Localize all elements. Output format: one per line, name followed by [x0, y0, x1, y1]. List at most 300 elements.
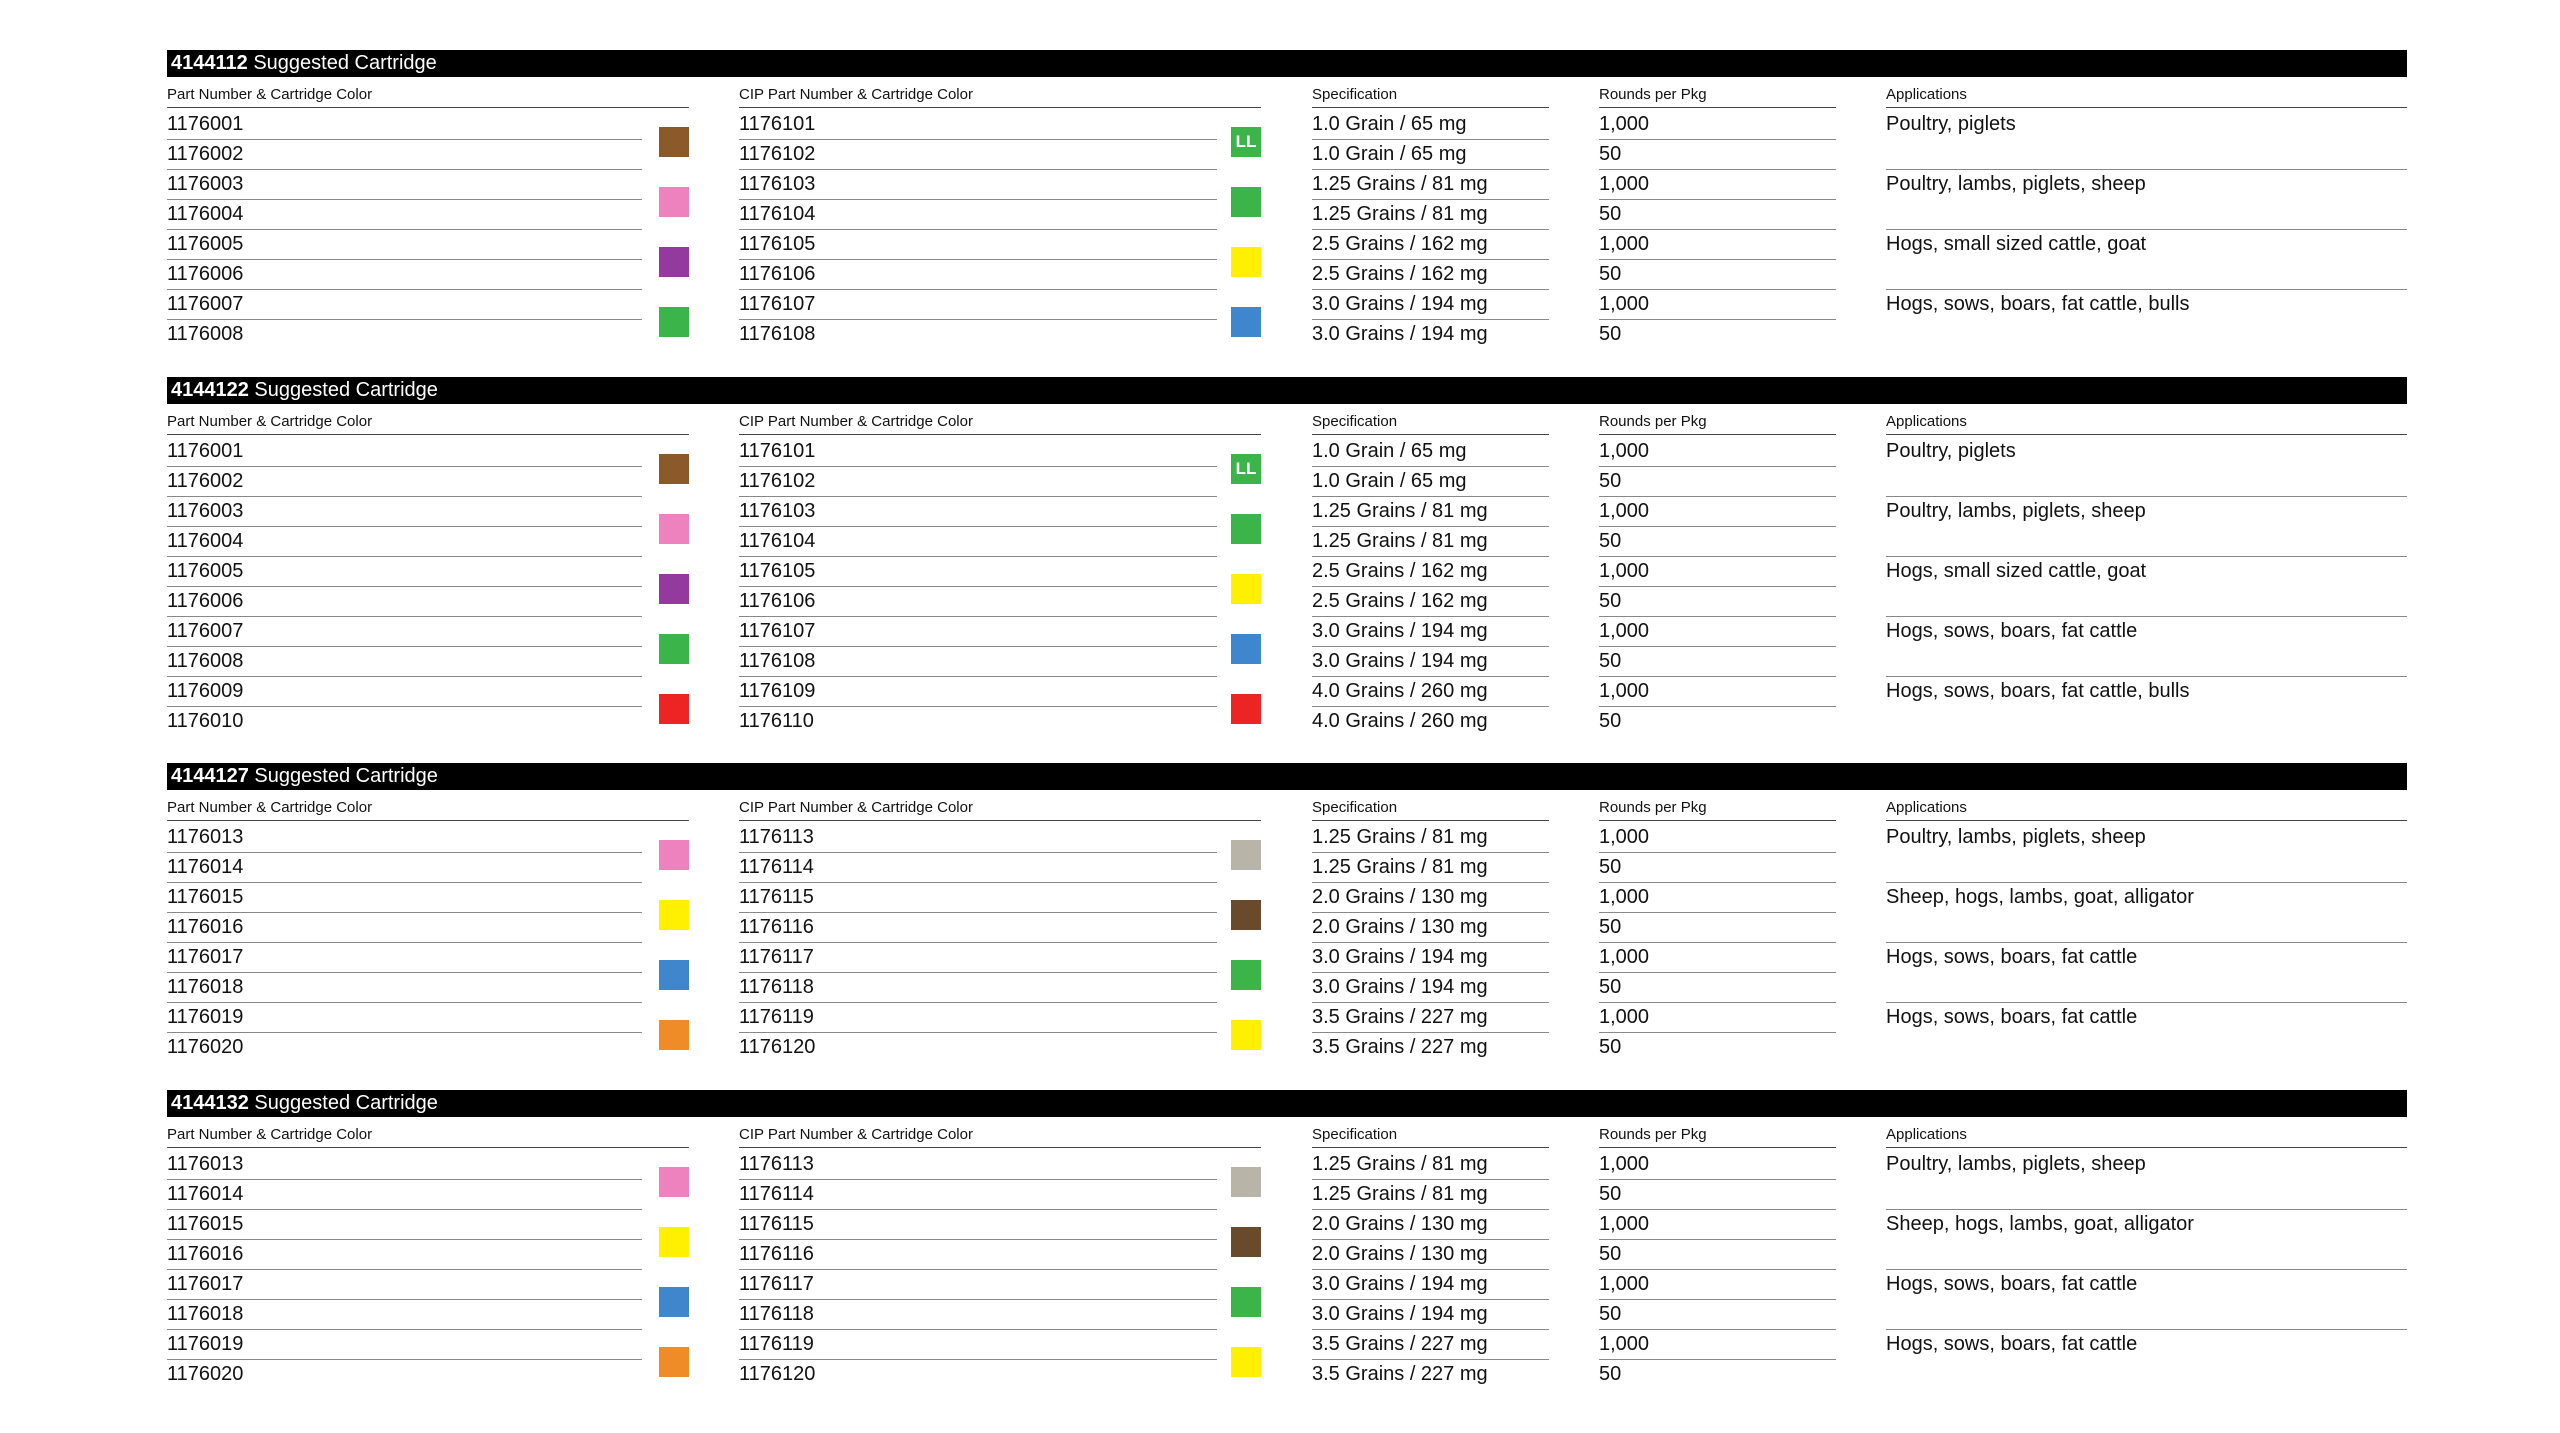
- cell-cip: 1176106: [739, 590, 816, 612]
- row-divider: [1312, 882, 1549, 883]
- application-text: Poultry, piglets: [1886, 440, 2016, 462]
- header-divider: [1886, 1147, 2407, 1148]
- row-divider: [1312, 319, 1549, 320]
- section-number: 4144112: [171, 52, 248, 74]
- cell-part: 1176016: [167, 916, 244, 938]
- cell-spec: 2.0 Grains / 130 mg: [1312, 916, 1488, 938]
- application-divider: [1886, 1269, 2407, 1270]
- cartridge-color-swatch: [659, 900, 689, 930]
- application-text: Hogs, sows, boars, fat cattle: [1886, 1006, 2138, 1028]
- row-divider: [1312, 912, 1549, 913]
- cell-cip: 1176104: [739, 530, 816, 552]
- cell-cip: 1176115: [739, 1213, 814, 1235]
- cell-part: 1176004: [167, 203, 244, 225]
- column-header-cip: CIP Part Number & Cartridge Color: [739, 1126, 973, 1143]
- cell-spec: 2.5 Grains / 162 mg: [1312, 263, 1488, 285]
- column-header-rounds: Rounds per Pkg: [1599, 413, 1707, 430]
- cell-spec: 3.0 Grains / 194 mg: [1312, 976, 1488, 998]
- row-divider: [739, 466, 1217, 467]
- row-divider: [739, 526, 1217, 527]
- cip-cartridge-color-swatch: [1231, 514, 1261, 544]
- row-divider: [1312, 1179, 1549, 1180]
- cell-rounds: 1,000: [1599, 440, 1650, 462]
- application-text: Hogs, sows, boars, fat cattle, bulls: [1886, 680, 2190, 702]
- cell-cip: 1176118: [739, 1303, 814, 1325]
- row-divider: [167, 526, 642, 527]
- header-divider: [1312, 434, 1549, 435]
- row-divider: [167, 1359, 642, 1360]
- row-divider: [1599, 169, 1836, 170]
- application-text: Hogs, small sized cattle, goat: [1886, 233, 2147, 255]
- cell-part: 1176002: [167, 470, 244, 492]
- cell-part: 1176007: [167, 293, 244, 315]
- section-title: Suggested Cartridge: [248, 379, 438, 401]
- cell-cip: 1176117: [739, 1273, 814, 1295]
- cell-spec: 3.0 Grains / 194 mg: [1312, 1273, 1488, 1295]
- cip-cartridge-color-swatch: [1231, 127, 1261, 157]
- row-divider: [1599, 1239, 1836, 1240]
- section-header: [167, 1090, 2407, 1117]
- row-divider: [1312, 676, 1549, 677]
- row-divider: [739, 646, 1217, 647]
- row-divider: [167, 289, 642, 290]
- row-divider: [167, 852, 642, 853]
- row-divider: [1599, 852, 1836, 853]
- section-header: [167, 50, 2407, 77]
- application-text: Hogs, sows, boars, fat cattle: [1886, 620, 2138, 642]
- row-divider: [1312, 169, 1549, 170]
- cell-cip: 1176101: [739, 440, 816, 462]
- cartridge-color-swatch: [659, 574, 689, 604]
- cip-cartridge-color-swatch: [1231, 454, 1261, 484]
- row-divider: [1599, 882, 1836, 883]
- column-header-spec: Specification: [1312, 86, 1398, 103]
- cip-cartridge-color-swatch: [1231, 960, 1261, 990]
- column-header-apps: Applications: [1886, 413, 1967, 430]
- row-divider: [167, 676, 642, 677]
- cell-cip: 1176117: [739, 946, 814, 968]
- cartridge-color-swatch: [659, 694, 689, 724]
- row-divider: [167, 556, 642, 557]
- cell-part: 1176013: [167, 826, 244, 848]
- cell-cip: 1176108: [739, 323, 816, 345]
- application-divider: [1886, 882, 2407, 883]
- row-divider: [1599, 676, 1836, 677]
- cell-part: 1176015: [167, 886, 244, 908]
- row-divider: [739, 1359, 1217, 1360]
- row-divider: [1599, 1269, 1836, 1270]
- row-divider: [167, 1269, 642, 1270]
- cartridge-color-swatch: [659, 1020, 689, 1050]
- row-divider: [1312, 1359, 1549, 1360]
- cell-spec: 3.5 Grains / 227 mg: [1312, 1333, 1488, 1355]
- column-header-rounds: Rounds per Pkg: [1599, 799, 1707, 816]
- cell-spec: 1.25 Grains / 81 mg: [1312, 826, 1488, 848]
- cell-spec: 1.25 Grains / 81 mg: [1312, 500, 1488, 522]
- row-divider: [1312, 139, 1549, 140]
- row-divider: [1599, 1299, 1836, 1300]
- cell-cip: 1176116: [739, 1243, 814, 1265]
- cell-cip: 1176116: [739, 916, 814, 938]
- row-divider: [167, 646, 642, 647]
- row-divider: [1599, 496, 1836, 497]
- application-divider: [1886, 496, 2407, 497]
- cell-cip: 1176114: [739, 856, 814, 878]
- row-divider: [739, 1032, 1217, 1033]
- cip-cartridge-color-swatch: [1231, 634, 1261, 664]
- cartridge-color-swatch: [659, 634, 689, 664]
- row-divider: [1312, 706, 1549, 707]
- column-header-spec: Specification: [1312, 799, 1398, 816]
- cell-rounds: 1,000: [1599, 293, 1650, 315]
- cell-spec: 3.5 Grains / 227 mg: [1312, 1363, 1488, 1385]
- header-divider: [739, 1147, 1261, 1148]
- row-divider: [1599, 526, 1836, 527]
- row-divider: [167, 912, 642, 913]
- cell-part: 1176005: [167, 233, 244, 255]
- row-divider: [1599, 1329, 1836, 1330]
- cell-rounds: 1,000: [1599, 1273, 1650, 1295]
- cell-spec: 2.0 Grains / 130 mg: [1312, 1213, 1488, 1235]
- cip-cartridge-color-swatch: [1231, 1347, 1261, 1377]
- row-divider: [739, 912, 1217, 913]
- cell-rounds: 1,000: [1599, 560, 1650, 582]
- cell-rounds: 1,000: [1599, 113, 1650, 135]
- cell-rounds: 1,000: [1599, 886, 1650, 908]
- cell-rounds: 50: [1599, 203, 1622, 225]
- cell-part: 1176004: [167, 530, 244, 552]
- cell-part: 1176019: [167, 1333, 244, 1355]
- cell-part: 1176020: [167, 1363, 244, 1385]
- cell-rounds: 50: [1599, 590, 1622, 612]
- cell-cip: 1176110: [739, 710, 814, 732]
- row-divider: [1599, 972, 1836, 973]
- column-header-spec: Specification: [1312, 1126, 1398, 1143]
- cell-rounds: 50: [1599, 1036, 1622, 1058]
- cell-part: 1176019: [167, 1006, 244, 1028]
- cell-part: 1176008: [167, 650, 244, 672]
- application-text: Poultry, lambs, piglets, sheep: [1886, 1153, 2146, 1175]
- application-divider: [1886, 1002, 2407, 1003]
- header-divider: [1599, 107, 1836, 108]
- cartridge-color-swatch: [659, 840, 689, 870]
- row-divider: [739, 1002, 1217, 1003]
- header-divider: [1599, 820, 1836, 821]
- row-divider: [167, 1209, 642, 1210]
- cell-rounds: 50: [1599, 530, 1622, 552]
- row-divider: [739, 169, 1217, 170]
- cartridge-section: [167, 377, 2407, 749]
- cell-rounds: 50: [1599, 710, 1622, 732]
- column-header-spec: Specification: [1312, 413, 1398, 430]
- cell-part: 1176003: [167, 173, 244, 195]
- cell-spec: 1.25 Grains / 81 mg: [1312, 1183, 1488, 1205]
- row-divider: [1312, 1032, 1549, 1033]
- cartridge-color-swatch: [659, 1227, 689, 1257]
- cartridge-color-swatch: [659, 307, 689, 337]
- application-divider: [1886, 289, 2407, 290]
- cell-cip: 1176119: [739, 1333, 814, 1355]
- row-divider: [167, 259, 642, 260]
- application-text: Hogs, sows, boars, fat cattle: [1886, 946, 2138, 968]
- cell-spec: 2.0 Grains / 130 mg: [1312, 886, 1488, 908]
- row-divider: [739, 852, 1217, 853]
- row-divider: [167, 199, 642, 200]
- cell-spec: 3.0 Grains / 194 mg: [1312, 323, 1488, 345]
- ll-label: LL: [1235, 132, 1257, 151]
- header-divider: [739, 434, 1261, 435]
- cell-rounds: 50: [1599, 976, 1622, 998]
- cell-rounds: 50: [1599, 1303, 1622, 1325]
- row-divider: [1599, 466, 1836, 467]
- row-divider: [1312, 496, 1549, 497]
- row-divider: [1599, 616, 1836, 617]
- column-header-rounds: Rounds per Pkg: [1599, 1126, 1707, 1143]
- row-divider: [739, 1179, 1217, 1180]
- cell-rounds: 50: [1599, 650, 1622, 672]
- application-text: Hogs, small sized cattle, goat: [1886, 560, 2147, 582]
- row-divider: [1599, 1359, 1836, 1360]
- row-divider: [739, 586, 1217, 587]
- row-divider: [1599, 942, 1836, 943]
- row-divider: [739, 259, 1217, 260]
- row-divider: [1312, 466, 1549, 467]
- cell-cip: 1176102: [739, 470, 816, 492]
- row-divider: [1599, 1179, 1836, 1180]
- application-text: Poultry, lambs, piglets, sheep: [1886, 173, 2146, 195]
- cell-rounds: 1,000: [1599, 233, 1650, 255]
- cartridge-color-swatch: [659, 514, 689, 544]
- cell-cip: 1176109: [739, 680, 816, 702]
- cell-rounds: 50: [1599, 1363, 1622, 1385]
- application-divider: [1886, 1329, 2407, 1330]
- cell-cip: 1176119: [739, 1006, 814, 1028]
- row-divider: [1599, 706, 1836, 707]
- application-divider: [1886, 942, 2407, 943]
- cell-spec: 1.25 Grains / 81 mg: [1312, 173, 1488, 195]
- cell-part: 1176006: [167, 590, 244, 612]
- row-divider: [1312, 556, 1549, 557]
- cartridge-section: [167, 50, 2407, 362]
- application-divider: [1886, 169, 2407, 170]
- cip-cartridge-color-swatch: [1231, 1227, 1261, 1257]
- row-divider: [739, 289, 1217, 290]
- cell-rounds: 1,000: [1599, 500, 1650, 522]
- row-divider: [1599, 229, 1836, 230]
- cell-rounds: 1,000: [1599, 1333, 1650, 1355]
- application-text: Poultry, piglets: [1886, 113, 2016, 135]
- column-header-apps: Applications: [1886, 86, 1967, 103]
- cell-rounds: 1,000: [1599, 680, 1650, 702]
- column-header-rounds: Rounds per Pkg: [1599, 86, 1707, 103]
- cell-cip: 1176107: [739, 293, 816, 315]
- cell-cip: 1176103: [739, 173, 816, 195]
- row-divider: [739, 1239, 1217, 1240]
- row-divider: [739, 972, 1217, 973]
- header-divider: [1886, 434, 2407, 435]
- cell-spec: 2.5 Grains / 162 mg: [1312, 590, 1488, 612]
- row-divider: [1599, 1209, 1836, 1210]
- row-divider: [167, 496, 642, 497]
- cartridge-color-swatch: [659, 127, 689, 157]
- row-divider: [1312, 1329, 1549, 1330]
- row-divider: [167, 972, 642, 973]
- application-text: Poultry, lambs, piglets, sheep: [1886, 500, 2146, 522]
- cip-cartridge-color-swatch: [1231, 574, 1261, 604]
- row-divider: [1599, 1032, 1836, 1033]
- application-text: Hogs, sows, boars, fat cattle: [1886, 1333, 2138, 1355]
- cell-spec: 3.0 Grains / 194 mg: [1312, 620, 1488, 642]
- application-text: Poultry, lambs, piglets, sheep: [1886, 826, 2146, 848]
- cartridge-color-swatch: [659, 1167, 689, 1197]
- row-divider: [1312, 1299, 1549, 1300]
- cell-cip: 1176105: [739, 560, 816, 582]
- row-divider: [1599, 289, 1836, 290]
- cell-rounds: 1,000: [1599, 173, 1650, 195]
- row-divider: [739, 882, 1217, 883]
- cell-cip: 1176102: [739, 143, 816, 165]
- cell-spec: 4.0 Grains / 260 mg: [1312, 680, 1488, 702]
- application-divider: [1886, 1209, 2407, 1210]
- header-divider: [1599, 1147, 1836, 1148]
- row-divider: [1312, 942, 1549, 943]
- row-divider: [167, 1002, 642, 1003]
- cell-part: 1176006: [167, 263, 244, 285]
- row-divider: [1599, 586, 1836, 587]
- row-divider: [167, 139, 642, 140]
- cell-rounds: 50: [1599, 143, 1622, 165]
- application-divider: [1886, 229, 2407, 230]
- cell-part: 1176018: [167, 1303, 244, 1325]
- cell-part: 1176020: [167, 1036, 244, 1058]
- row-divider: [1312, 526, 1549, 527]
- cell-cip: 1176104: [739, 203, 816, 225]
- cell-spec: 3.0 Grains / 194 mg: [1312, 1303, 1488, 1325]
- row-divider: [167, 169, 642, 170]
- ll-label: LL: [1235, 459, 1257, 478]
- header-divider: [167, 107, 689, 108]
- cell-part: 1176001: [167, 440, 244, 462]
- cip-cartridge-color-swatch: [1231, 694, 1261, 724]
- section-number: 4144132: [171, 1092, 249, 1114]
- header-divider: [1886, 820, 2407, 821]
- application-divider: [1886, 556, 2407, 557]
- cell-spec: 3.5 Grains / 227 mg: [1312, 1036, 1488, 1058]
- row-divider: [1312, 972, 1549, 973]
- row-divider: [739, 319, 1217, 320]
- row-divider: [167, 586, 642, 587]
- row-divider: [739, 616, 1217, 617]
- row-divider: [1312, 852, 1549, 853]
- cartridge-color-swatch: [659, 1287, 689, 1317]
- cell-cip: 1176113: [739, 1153, 814, 1175]
- cip-cartridge-color-swatch: [1231, 840, 1261, 870]
- cell-rounds: 50: [1599, 856, 1622, 878]
- header-divider: [167, 820, 689, 821]
- cell-part: 1176009: [167, 680, 244, 702]
- cell-spec: 2.0 Grains / 130 mg: [1312, 1243, 1488, 1265]
- cip-cartridge-color-swatch: [1231, 900, 1261, 930]
- header-divider: [1312, 1147, 1549, 1148]
- column-header-apps: Applications: [1886, 799, 1967, 816]
- cell-cip: 1176106: [739, 263, 816, 285]
- cell-spec: 1.25 Grains / 81 mg: [1312, 856, 1488, 878]
- cartridge-color-swatch: [659, 1347, 689, 1377]
- cell-part: 1176008: [167, 323, 244, 345]
- cell-rounds: 50: [1599, 323, 1622, 345]
- section-title: Suggested Cartridge: [248, 765, 438, 787]
- row-divider: [1312, 259, 1549, 260]
- cell-spec: 1.25 Grains / 81 mg: [1312, 1153, 1488, 1175]
- column-header-part: Part Number & Cartridge Color: [167, 1126, 373, 1143]
- row-divider: [1312, 1239, 1549, 1240]
- header-divider: [1312, 107, 1549, 108]
- section-number: 4144122: [171, 379, 249, 401]
- column-header-cip: CIP Part Number & Cartridge Color: [739, 86, 973, 103]
- row-divider: [739, 496, 1217, 497]
- cip-cartridge-color-swatch: [1231, 1167, 1261, 1197]
- cell-rounds: 1,000: [1599, 1153, 1650, 1175]
- column-header-cip: CIP Part Number & Cartridge Color: [739, 799, 973, 816]
- header-divider: [1312, 820, 1549, 821]
- cell-spec: 1.0 Grain / 65 mg: [1312, 470, 1467, 492]
- row-divider: [739, 556, 1217, 557]
- cell-cip: 1176113: [739, 826, 814, 848]
- row-divider: [167, 882, 642, 883]
- row-divider: [739, 676, 1217, 677]
- row-divider: [739, 229, 1217, 230]
- header-divider: [167, 1147, 689, 1148]
- row-divider: [739, 199, 1217, 200]
- cartridge-color-swatch: [659, 960, 689, 990]
- header-divider: [1886, 107, 2407, 108]
- row-divider: [167, 1299, 642, 1300]
- cell-cip: 1176120: [739, 1036, 816, 1058]
- row-divider: [1599, 199, 1836, 200]
- cell-cip: 1176105: [739, 233, 816, 255]
- application-divider: [1886, 676, 2407, 677]
- row-divider: [167, 1239, 642, 1240]
- section-header: [167, 763, 2407, 790]
- cip-cartridge-color-swatch: [1231, 187, 1261, 217]
- cell-part: 1176018: [167, 976, 244, 998]
- cell-part: 1176013: [167, 1153, 244, 1175]
- application-divider: [1886, 616, 2407, 617]
- cell-cip: 1176120: [739, 1363, 816, 1385]
- cell-spec: 2.5 Grains / 162 mg: [1312, 233, 1488, 255]
- cip-cartridge-color-swatch: [1231, 1020, 1261, 1050]
- cell-part: 1176015: [167, 1213, 244, 1235]
- cartridge-color-swatch: [659, 247, 689, 277]
- row-divider: [1312, 586, 1549, 587]
- row-divider: [1312, 646, 1549, 647]
- cell-part: 1176005: [167, 560, 244, 582]
- section-title: Suggested Cartridge: [248, 1092, 438, 1114]
- row-divider: [1312, 1002, 1549, 1003]
- cell-spec: 3.0 Grains / 194 mg: [1312, 946, 1488, 968]
- cell-rounds: 50: [1599, 916, 1622, 938]
- cartridge-color-swatch: [659, 187, 689, 217]
- cell-rounds: 1,000: [1599, 1213, 1650, 1235]
- row-divider: [167, 319, 642, 320]
- cell-rounds: 1,000: [1599, 1006, 1650, 1028]
- row-divider: [739, 1269, 1217, 1270]
- cell-cip: 1176114: [739, 1183, 814, 1205]
- header-divider: [739, 820, 1261, 821]
- section-header: [167, 377, 2407, 404]
- application-text: Hogs, sows, boars, fat cattle: [1886, 1273, 2138, 1295]
- cip-cartridge-color-swatch: [1231, 247, 1261, 277]
